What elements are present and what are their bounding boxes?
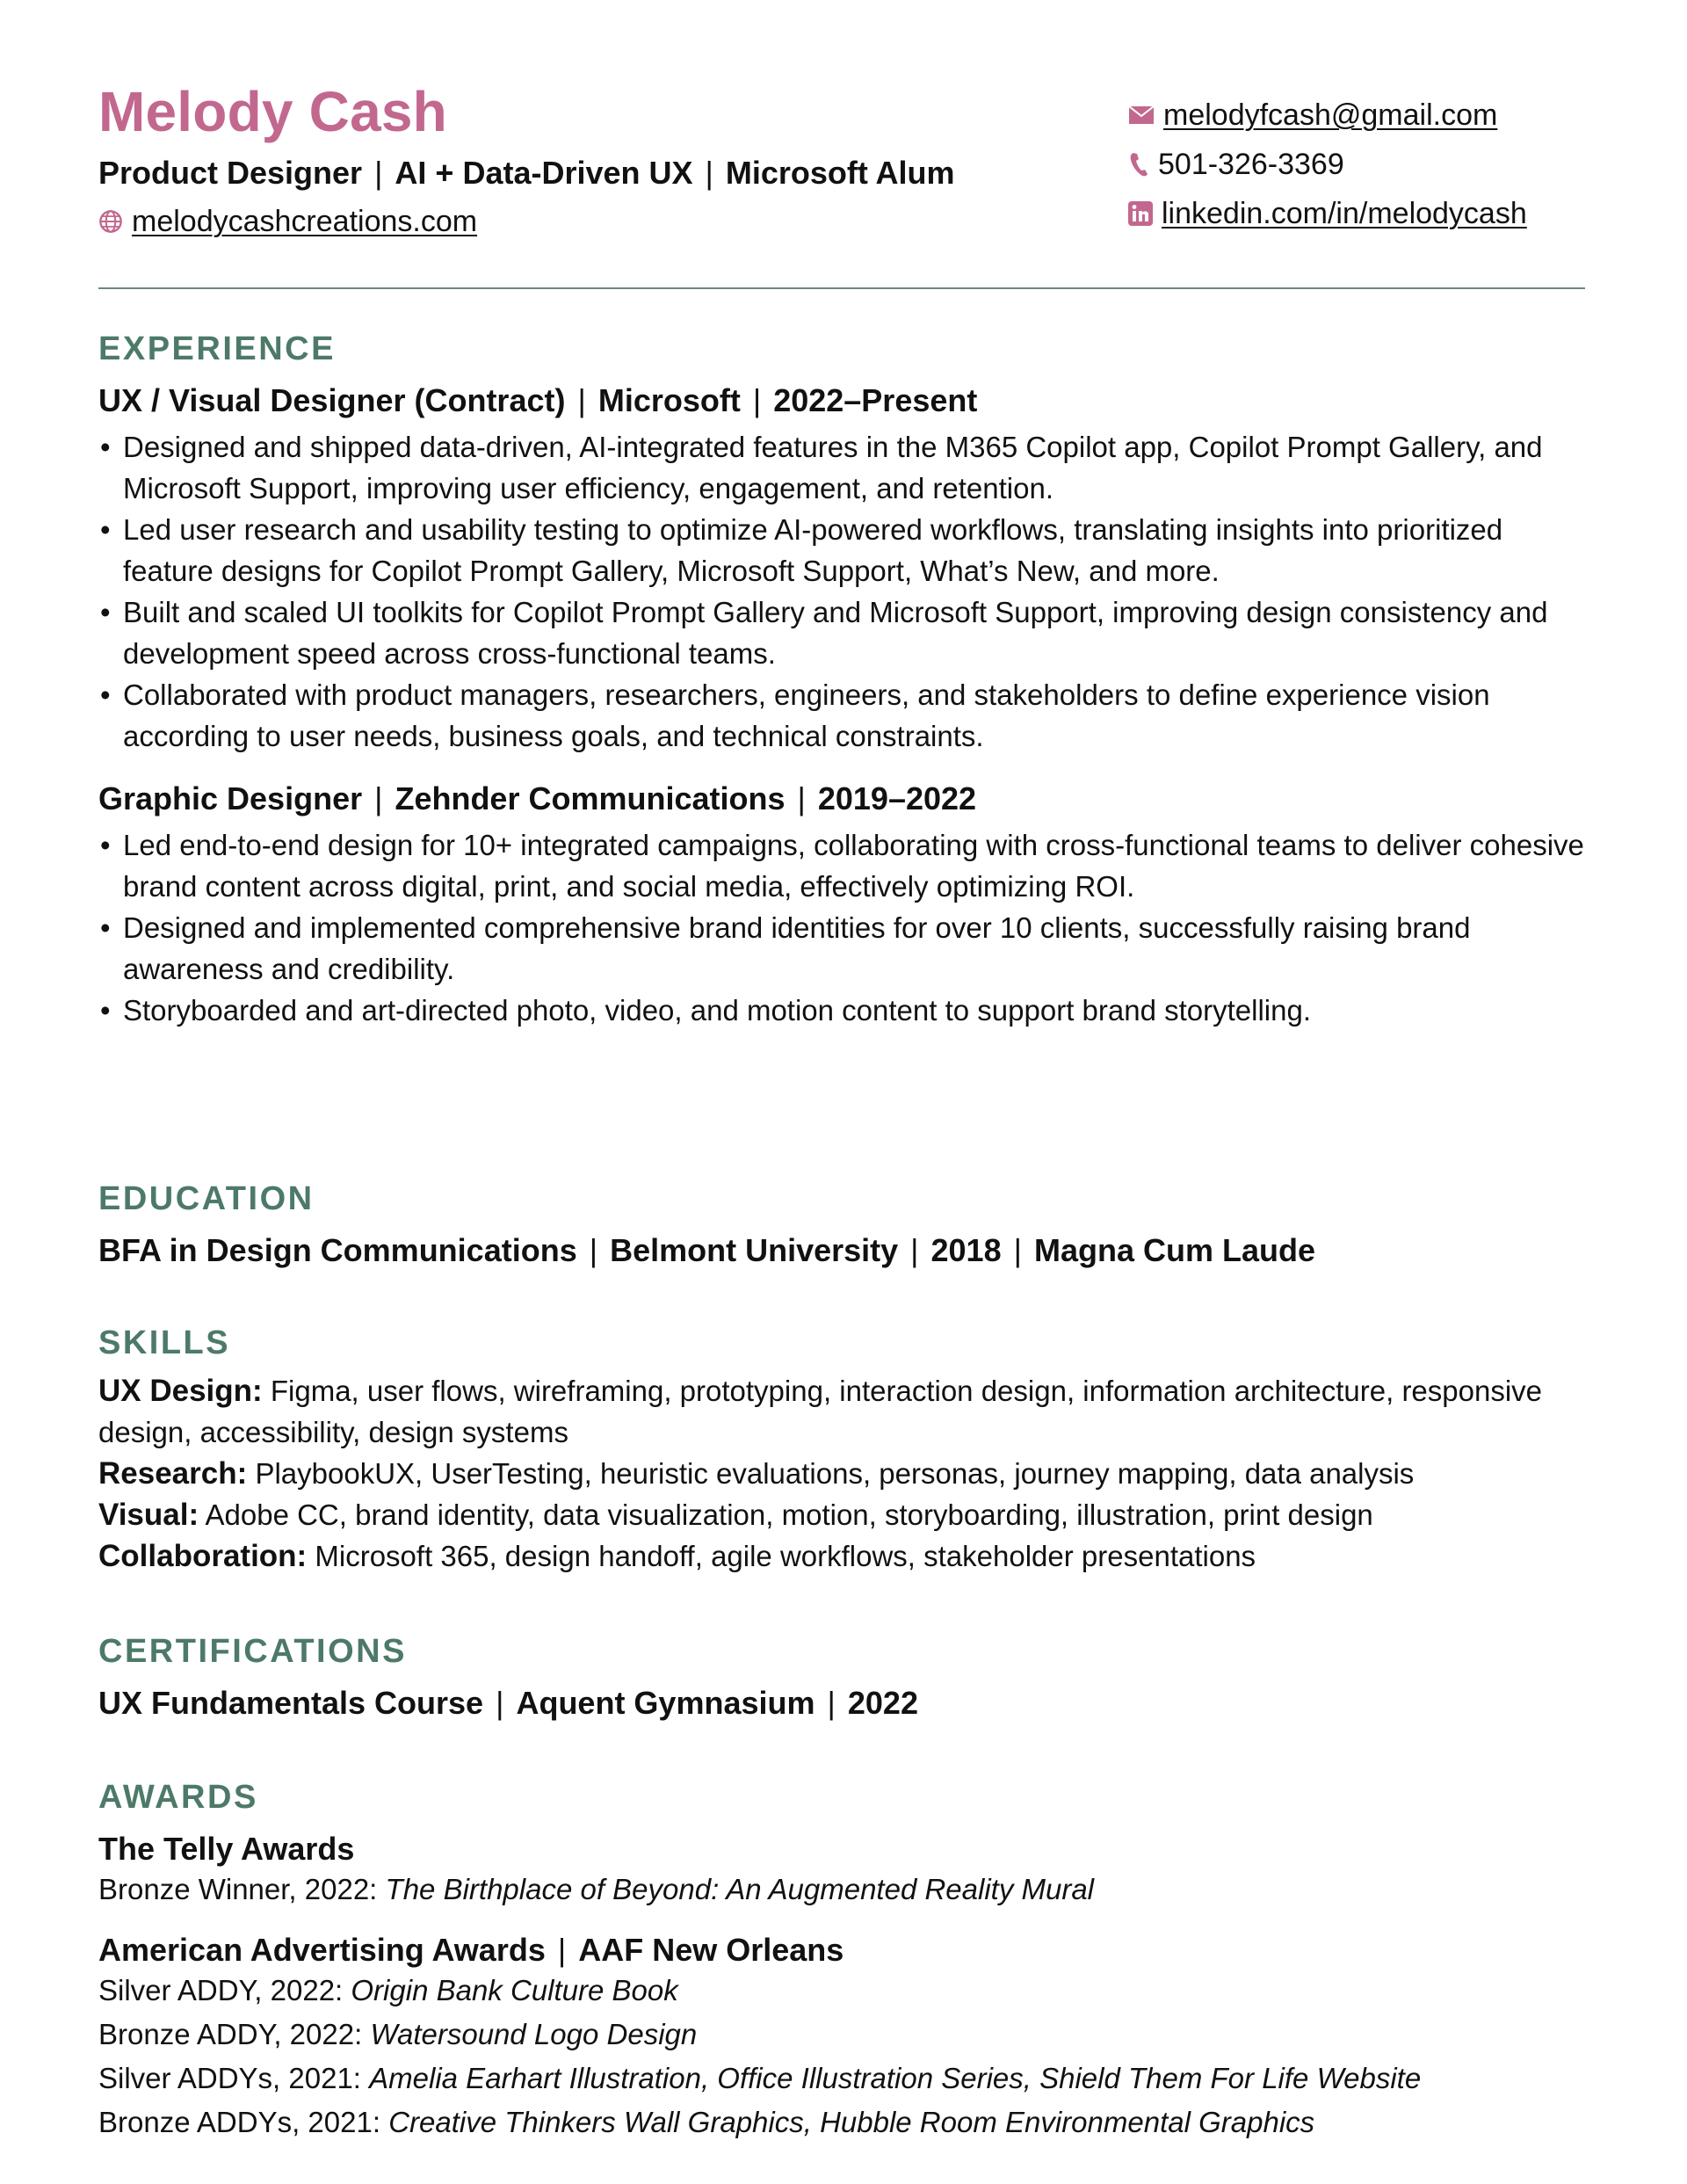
phone-row [1128,140,1585,189]
provider: Aquent Gymnasium [516,1685,815,1721]
section-title-skills: SKILLS [98,1324,231,1361]
resume-page [98,80,1585,2139]
separator: | [752,382,762,418]
separator: | [496,1685,504,1721]
bullet-item: • Built and scaled UI toolkits for Copilot Prompt Gallery and Microsoft Support, improving design consistency and development speed across cross-functional teams. [98,591,1585,674]
job-role: Graphic Designer [98,780,363,817]
separator: | [577,382,586,418]
section-title-education: EDUCATION [98,1180,315,1217]
skills-row [98,1370,1585,1453]
grad-year: 2018 [930,1232,1002,1268]
job-dates: 2022–Present [773,382,978,418]
separator: | [705,155,713,191]
job-heading [98,780,1585,817]
separator: | [374,780,383,817]
school: Belmont University [610,1232,899,1268]
section-title-certifications: CERTIFICATIONS [98,1633,407,1670]
separator: | [1013,1232,1022,1268]
honor: Magna Cum Laude [1033,1232,1315,1268]
skills-list [98,1370,1585,1577]
linkedin-link[interactable]: linkedin.com/in/melodycash [1162,196,1527,230]
bullet-item: • Led user research and usability testing to optimize AI-powered workflows, translating insights into prioritized feature designs for Copilot Prompt Gallery, Microsoft Support, What’s New, and more. [98,509,1585,591]
award-org: AAF New Orleans [578,1932,844,1969]
award-name [98,1931,1585,1969]
degree: BFA in Design Communications [98,1232,577,1268]
skills-row [98,1535,1585,1577]
award-line [98,2013,1585,2057]
job-company: Microsoft [597,382,741,418]
separator: | [797,780,806,817]
job-company: Zehnder Communications [395,780,786,817]
education-entry [98,1231,1585,1269]
job-role: UX / Visual Designer (Contract) [98,382,566,418]
section-title-experience: EXPERIENCE [98,330,336,367]
award-prefix: Silver ADDYs, 2021: [98,2062,361,2095]
award-work: Origin Bank Culture Book [351,1974,678,2007]
award-prefix: Bronze ADDY, 2022: [98,2018,363,2051]
award-name: The Telly Awards [98,1831,355,1867]
contact-block [1128,91,1585,238]
skills-row [98,1494,1585,1535]
separator: | [827,1685,836,1721]
award-work: Watersound Logo Design [370,2018,698,2051]
header-divider [98,287,1585,289]
job-bullets [98,824,1585,1031]
phone-icon [1128,151,1149,178]
award-prefix: Bronze ADDYs, 2021: [98,2106,381,2139]
education-section [98,1182,1585,1269]
award-prefix: Bronze Winner, 2022: [98,1873,378,1906]
skills-text: PlaybookUX, UserTesting, heuristic evaluations, personas, journey mapping, data analysis [255,1457,1415,1490]
email-row [1128,91,1585,140]
award-line [98,1969,1585,2013]
awards-section [98,1781,1585,2144]
tagline-focus: AI + Data-Driven UX [395,155,693,191]
bullet-item: • Designed and implemented comprehensive brand identities for over 10 clients, successfully raising brand awareness and credibility. [98,907,1585,990]
skills-label: Research: [98,1456,248,1491]
email-link[interactable]: melodyfcash@gmail.com [1163,98,1498,132]
bullet-item: • Storyboarded and art-directed photo, video, and motion content to support brand storytelling. [98,990,1585,1031]
bullet-item: • Led end-to-end design for 10+ integrated campaigns, collaborating with cross-functional teams to deliver cohesive brand content across digital, print, and social media, effectively optimizing ROI. [98,824,1585,907]
separator: | [589,1232,598,1268]
award-work: The Birthplace of Beyond: An Augmented Reality Mural [385,1873,1095,1906]
resume-header [98,80,1585,259]
separator: | [557,1932,567,1969]
skills-label: UX Design: [98,1374,263,1408]
linkedin-icon [1128,201,1153,226]
website-link[interactable]: melodycashcreations.com [132,204,478,238]
globe-icon [98,209,123,234]
phone-number: 501-326-3369 [1158,147,1344,181]
separator: | [910,1232,919,1268]
section-title-awards: AWARDS [98,1779,258,1816]
award-work: Amelia Earhart Illustration, Office Illustration Series, Shield Them For Life Website [369,2062,1422,2095]
certification-entry [98,1684,1585,1722]
skills-section [98,1326,1585,1577]
job-heading [98,381,1585,419]
skills-label: Visual: [98,1498,199,1532]
candidate-name: Melody Cash [98,80,447,143]
award-line [98,1868,1585,1912]
award-line [98,2101,1585,2144]
separator: | [374,155,383,191]
job-dates: 2019–2022 [817,780,977,817]
skills-text: Microsoft 365, design handoff, agile workflows, stakeholder presentations [315,1540,1256,1572]
course: UX Fundamentals Course [98,1685,484,1721]
experience-section [98,332,1585,1031]
cert-year: 2022 [847,1685,918,1721]
bullet-item: • Designed and shipped data-driven, AI-integrated features in the M365 Copilot app, Copilot Prompt Gallery, and Microsoft Support, improving user efficiency, engagement, and retention. [98,426,1585,509]
bullet-item: • Collaborated with product managers, researchers, engineers, and stakeholders to define experience vision according to user needs, business goals, and technical constraints. [98,674,1585,757]
job-bullets [98,426,1585,757]
tagline-role: Product Designer [98,155,363,191]
award-line [98,2057,1585,2101]
skills-text: Adobe CC, brand identity, data visualization, motion, storyboarding, illustration, print design [205,1498,1373,1531]
award-title: American Advertising Awards [98,1932,546,1969]
skills-row [98,1453,1585,1494]
skills-text: Figma, user flows, wireframing, prototyping, interaction design, information architecture, responsive design, accessibility, design systems [98,1375,1543,1448]
award-prefix: Silver ADDY, 2022: [98,1974,344,2007]
certifications-section [98,1635,1585,1722]
tagline-alum: Microsoft Alum [725,155,955,191]
award-work: Creative Thinkers Wall Graphics, Hubble Room Environmental Graphics [388,2106,1315,2139]
skills-label: Collaboration: [98,1539,308,1573]
mail-icon [1128,105,1155,125]
linkedin-row [1128,189,1585,238]
